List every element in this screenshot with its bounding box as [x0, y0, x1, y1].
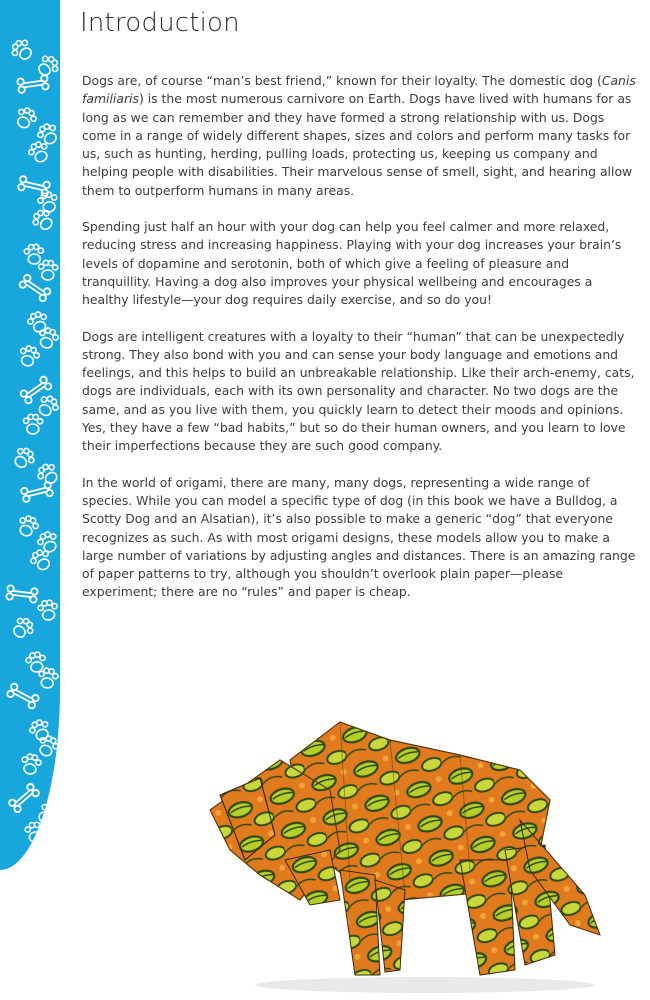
article-body — [82, 72, 642, 620]
bone-icon — [18, 274, 51, 303]
paw-print-icon — [23, 414, 43, 434]
paw-print-icon — [15, 513, 40, 539]
paragraph-4: In the world of origami, there are many, many dogs, representing a wide range of species. While you can model a specific type of dog (in this book we have a Bulldog, a Scotty Dog and an Alsatian), it’s also possible to make a generic “dog” that everyone recognizes as such. As with most origami designs, these models allow you to make a large number of variations by adjusting angles and distances. There is an amazing range of paper patterns to try, although you shouldn’t overlook plain paper—please experiment; there are no “rules” and paper is cheap. — [82, 474, 636, 600]
paw-print-icon — [17, 344, 41, 369]
paragraph-1-end: ) is the most numerous carnivore on Earth. Dogs have lived with humans for as long as we can remember and they have formed a strong relationship with us. Dogs come in a range of widely different shapes, sizes and colors and perform many tasks for us, such as hunting, herding, pulling loads, protecting us, keeping us company and helping people with disabilities. Their marvelous sense of smell, sight, and hearing allow them to outperform humans in many areas. — [82, 91, 633, 198]
scientific-name: Canis familiaris — [82, 73, 636, 107]
bone-icon — [21, 481, 54, 502]
paw-print-icon — [8, 36, 35, 63]
paw-print-icon — [35, 121, 60, 147]
paw-print-icon — [34, 460, 60, 487]
paw-print-icon — [13, 105, 39, 131]
paw-print-icon — [35, 733, 60, 759]
shadow — [255, 977, 595, 993]
bone-icon — [6, 585, 38, 603]
paw-print-icon — [10, 444, 37, 471]
paw-print-icon — [24, 244, 44, 265]
paw-print-icon — [37, 599, 58, 621]
bone-icon — [6, 683, 40, 710]
paw-print-icon — [20, 753, 43, 776]
paragraph-1 — [82, 72, 642, 200]
bone-and-paw-pattern — [0, 0, 60, 870]
front-leg — [340, 870, 380, 975]
bone-icon — [17, 75, 49, 93]
paw-print-icon — [35, 529, 60, 555]
paw-print-icon — [25, 822, 46, 843]
origami-dog-icon — [190, 700, 630, 1000]
paw-print-icon — [38, 260, 58, 281]
bone-icon — [8, 783, 40, 814]
paragraph-1-start: Dogs are, of course “man’s best friend,” known for their loyalty. The domestic dog ( — [82, 73, 602, 88]
hind-leg — [460, 860, 515, 975]
page-title: Introduction — [80, 8, 240, 38]
paragraph-2: Spending just half an hour with your dog can help you feel calmer and more relaxed, reducing stress and increasing happiness. Playing with your dog increases your brain’s levels of dopamine and serotonin, both of which give a feeling of pleasure and tranquillity. Having a dog also improves your physical wellbeing and encourages a healthy lifestyle—your dog requires daily exercise, and so do you! — [82, 219, 622, 308]
decorative-sidebar — [0, 0, 60, 870]
paw-print-icon — [36, 326, 60, 351]
paragraph-3: Dogs are intelligent creatures with a loyalty to their “human” that can be unexpectedly strong. They also bond with you and can sense your body language and emotions and feelings, and this helps to build an unbreakable relationship. Like their arch-enemy, cats, dogs are individuals, each with its own personality and character. No two dogs are the same, and as you live with them, you quickly learn to detect their moods and opinions. Yes, they have a few “bad habits,” but so do their human owners, and you learn to love their imperfections because they are such good company. — [82, 328, 635, 454]
paw-print-icon — [34, 800, 60, 827]
paw-print-icon — [9, 614, 36, 641]
paw-print-icon — [26, 310, 51, 335]
